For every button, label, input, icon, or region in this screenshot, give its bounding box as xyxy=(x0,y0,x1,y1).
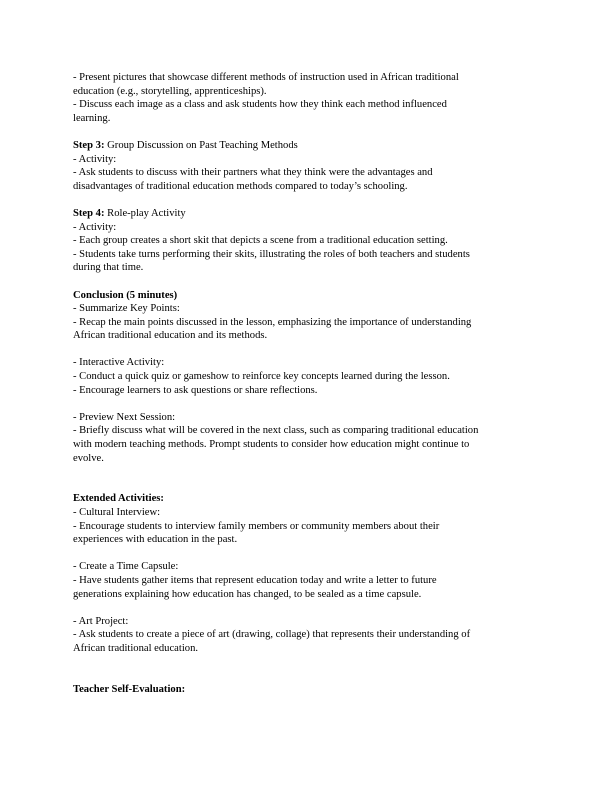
spacer xyxy=(73,343,543,357)
step4-section xyxy=(73,207,543,275)
step3-line-2: - Ask students to discuss with their partners what they think were the advantages and xyxy=(73,167,433,179)
extended-heading-text: Extended Activities: xyxy=(73,493,164,505)
conclusion-line-5: - Conduct a quick quiz or gameshow to reinforce key concepts learned during the lesson. xyxy=(73,371,450,383)
step4-line-4: during that time. xyxy=(73,262,144,274)
step4-line-3: - Students take turns performing their skits, illustrating the roles of both teachers and students xyxy=(73,248,470,260)
spacer xyxy=(73,547,543,561)
extended-line-3: experiences with education in the past. xyxy=(73,534,238,546)
extended-line-7: - Art Project: xyxy=(73,615,129,627)
extended-line-4: - Create a Time Capsule: xyxy=(73,561,179,573)
intro-section xyxy=(73,71,543,125)
step3-heading xyxy=(73,139,543,153)
conclusion-line-4: - Interactive Activity: xyxy=(73,357,165,369)
conclusion-line-7: - Preview Next Session: xyxy=(73,411,176,423)
self-eval-heading xyxy=(73,683,543,697)
conclusion-line-6: - Encourage learners to ask questions or share reflections. xyxy=(73,384,318,396)
step4-label: Step 4: xyxy=(73,207,105,219)
step3-title: Group Discussion on Past Teaching Methods xyxy=(104,139,298,151)
conclusion-heading-text: Conclusion (5 minutes) xyxy=(73,289,178,301)
conclusion-line-10: evolve. xyxy=(73,452,104,464)
intro-line-3: - Discuss each image as a class and ask students how they think each method influenced xyxy=(73,99,447,111)
conclusion-line-8: - Briefly discuss what will be covered in the next class, such as comparing traditional education xyxy=(73,425,479,437)
step4-title: Role-play Activity xyxy=(104,207,186,219)
spacer xyxy=(73,125,543,139)
conclusion-heading xyxy=(73,289,543,303)
conclusion-section xyxy=(73,289,543,466)
spacer xyxy=(73,193,543,207)
spacer xyxy=(73,656,543,683)
intro-line-2: education (e.g., storytelling, apprenticeships). xyxy=(73,85,267,97)
extended-section xyxy=(73,492,543,655)
step3-label: Step 3: xyxy=(73,139,105,151)
extended-line-1: - Cultural Interview: xyxy=(73,507,161,518)
conclusion-line-3: African traditional education and its methods. xyxy=(73,330,268,342)
spacer xyxy=(73,601,543,615)
conclusion-line-1: - Summarize Key Points: xyxy=(73,303,180,315)
extended-line-2: - Encourage students to interview family members or community members about their xyxy=(73,520,440,532)
step3-line-3: disadvantages of traditional education methods compared to today’s schooling. xyxy=(73,180,408,192)
intro-line-4: learning. xyxy=(73,112,111,124)
extended-line-6: generations explaining how education has changed, to be sealed as a time capsule. xyxy=(73,588,422,600)
intro-line-1: - Present pictures that showcase different methods of instruction used in African traditional xyxy=(73,72,459,83)
self-eval-heading-text: Teacher Self-Evaluation: xyxy=(73,683,186,695)
spacer xyxy=(73,397,543,411)
extended-line-8: - Ask students to create a piece of art (drawing, collage) that represents their understanding of xyxy=(73,629,471,641)
step4-line-2: - Each group creates a short skit that depicts a scene from a traditional education setting. xyxy=(73,235,448,247)
step3-section xyxy=(73,139,543,193)
conclusion-line-2: - Recap the main points discussed in the lesson, emphasizing the importance of understanding xyxy=(73,316,472,328)
step4-line-1: - Activity: xyxy=(73,221,117,233)
extended-line-9: African traditional education. xyxy=(73,642,199,654)
spacer xyxy=(73,275,543,289)
step3-line-1: - Activity: xyxy=(73,153,117,165)
document-page xyxy=(73,71,543,696)
spacer xyxy=(73,465,543,492)
step4-heading xyxy=(73,207,543,221)
extended-heading xyxy=(73,492,543,506)
self-eval-section xyxy=(73,683,543,697)
extended-line-5: - Have students gather items that represent education today and write a letter to future xyxy=(73,574,437,586)
conclusion-line-9: with modern teaching methods. Prompt students to consider how education might continue to xyxy=(73,439,470,451)
